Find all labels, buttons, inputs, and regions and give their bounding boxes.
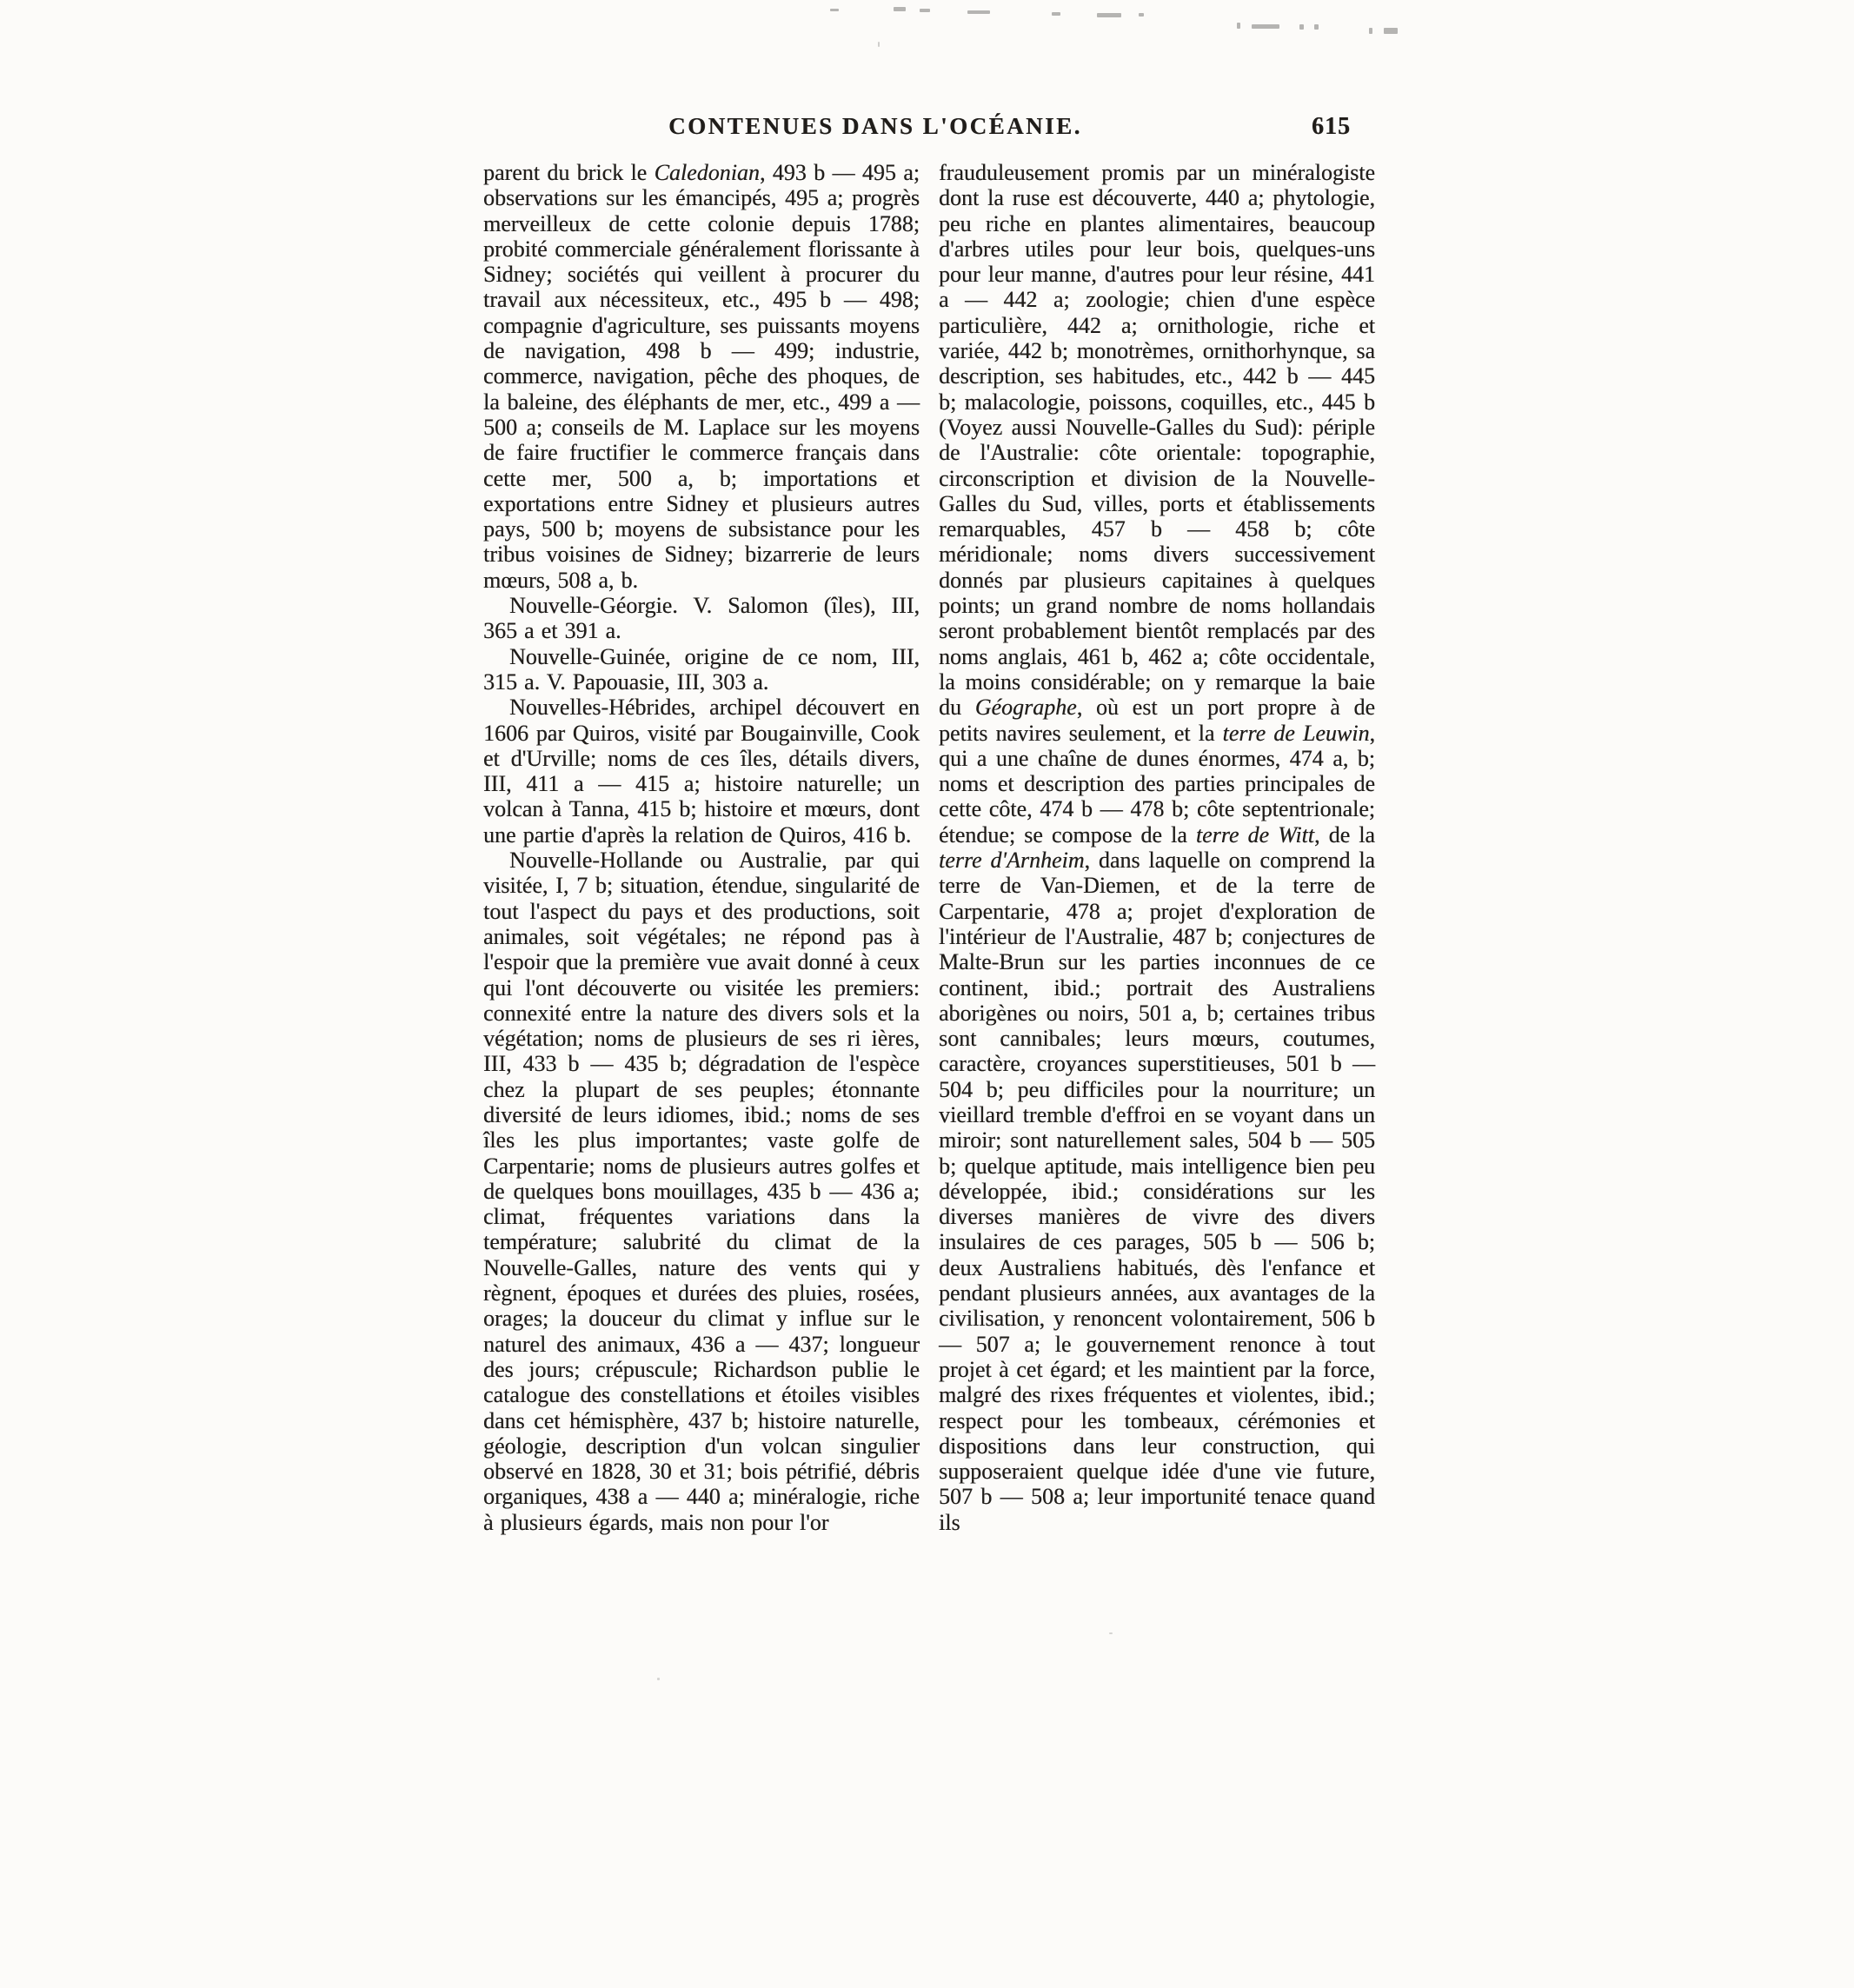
scan-artifact [1384, 28, 1398, 34]
scan-artifact [1097, 13, 1121, 17]
index-paragraph [483, 644, 920, 695]
running-head [483, 113, 1375, 148]
index-paragraph [483, 848, 920, 1535]
index-paragraph [483, 593, 920, 644]
text-run: Nouvelles-Hébrides, archipel découvert en 1606 par Quiros, visité par Bougainville, Cook et d'Urville; noms de ces îles, détails divers, III, 411 a — 415 a; histoire naturelle; un volcan à Tanna, 415 b; histoire et mœurs, dont une partie d'après la relation de Quiros, 416 b. [483, 695, 920, 848]
text-run: frauduleusement promis par un minéralogiste dont la ruse est découverte, 440 a; phytologie, peu riche en plantes alimentaires, beaucoup d'arbres utiles pour leur bois, quelques-uns pour leur manne, d'autres pour leur résine, 441 a — 442 a; zoologie; chien d'une espèce particulière, 442 a; ornithologie, riche et variée, 442 b; monotrèmes, ornithorhynque, sa description, ses habitudes, etc., 442 b — 445 b; malacologie, poissons, coquilles, etc., 445 b (Voyez aussi Nouvelle-Galles du Sud): périple de l'Australie: côte orientale: topographie, circonscription et division de la Nouvelle-Galles du Sud, villes, ports et établissements remarquables, 457 b — 458 b; côte méridionale; noms divers successivement donnés par plusieurs capitaines à quelques points; un grand nombre de noms hollandais seront probablement bientôt remplacés par des noms anglais, 461 b, 462 a; côte occidentale, la moins considérable; on y remarque la baie du [939, 160, 1375, 721]
scan-artifact [1109, 1632, 1113, 1634]
text-run: , dans laquelle on comprend la terre de Van-Diemen, et de la terre de Carpentarie, 478 a; projet d'exploration de l'intérieur de l'Australie, 487 b; conjectures de Malte-Brun sur les parties inconnues de ce continent, ibid.; portrait des Australiens aborigènes ou noirs, 501 a, b; certaines tribus sont cannibales; leurs mœurs, coutumes, caractère, croyances superstitieuses, 501 b — 504 b; peu difficiles pour la nourriture; un vieillard tremble d'effroi en se voyant dans un miroir; sont naturellement sales, 504 b — 505 b; quelque aptitude, mais intelligence bien peu développée, ibid.; considérations sur les diverses manières de vivre des divers insulaires de ces parages, 505 b — 506 b; deux Australiens habitués, dès l'enfance et pendant plusieurs années, aux avantages de la civilisation, y renoncent volontairement, 506 b — 507 a; le gouvernement renonce à tout projet à cet égard; et les maintient par la force, malgré des rixes fréquentes et violentes, ibid.; respect pour les tombeaux, cérémonies et dispositions dans leur construction, qui supposeraient quelque idée d'une vie future, 507 b — 508 a; leur importunité tenace quand ils [939, 848, 1375, 1535]
scan-artifact [1052, 12, 1060, 16]
text-run: , qui a une chaîne de dunes énormes, 474 a, b; noms et description des parties principales de cette côte, 474 b — 478 b; côte septentrionale; étendue; se compose de la [939, 720, 1375, 848]
scan-artifact [657, 1678, 660, 1680]
text-run: Nouvelle-Guinée, origine de ce nom, III, 315 a. V. Papouasie, III, 303 a. [483, 643, 920, 695]
italic-text-run: Caledonian [654, 160, 760, 185]
index-column-left [483, 160, 920, 1535]
scan-artifact [1299, 24, 1304, 30]
scan-artifact [967, 10, 990, 14]
italic-text-run: terre de Witt [1195, 821, 1315, 848]
text-run: , de la [1314, 821, 1375, 848]
italic-text-run: Géographe [974, 695, 1077, 721]
scan-artifact [920, 9, 930, 12]
text-run: parent du brick le [483, 160, 655, 185]
text-run: Nouvelle-Géorgie. V. Salomon (îles), III, 365 a et 391 a. [483, 593, 920, 644]
italic-text-run: terre d'Arnheim [939, 848, 1085, 874]
index-paragraph [483, 695, 920, 848]
scan-artifact [1237, 23, 1240, 29]
scan-artifact [1369, 28, 1372, 34]
scan-artifact [894, 7, 906, 11]
page-title: CONTENUES DANS L'OCÉANIE. [668, 113, 1082, 139]
scan-artifact [1252, 24, 1279, 29]
text-run: , où est un port propre à de petits navires seulement, et la [939, 695, 1376, 746]
page-number: 615 [1312, 113, 1351, 140]
italic-text-run: terre de Leuwin [1222, 720, 1370, 746]
text-run: , 493 b — 495 a; observations sur les émancipés, 495 a; progrès merveilleux de cette colonie depuis 1788; probité commerciale généralement florissante à Sidney; sociétés qui veillent à procurer du travail aux nécessiteux, etc., 495 b — 498; compagnie d'agriculture, ses puissants moyens de navigation, 498 b — 499; industrie, commerce, navigation, pêche des phoques, de la baleine, des éléphants de mer, etc., 499 a — 500 a; conseils de M. Laplace sur les moyens de faire fructifier le commerce français dans cette mer, 500 a, b; importations et exportations entre Sidney et plusieurs autres pays, 500 b; moyens de subsistance pour les tribus voisines de Sidney; bizarrerie de leurs mœurs, 508 a, b. [483, 160, 920, 593]
text-run: Nouvelle-Hollande ou Australie, par qui visitée, I, 7 b; situation, étendue, singularité de tout l'aspect du pays et des productions, soit animales, soit végétales; ne répond pas à l'espoir que la première vue avait donné à ceux qui l'ont découverte ou visitée les premiers: connexité entre la nature des divers sols et la végétation; noms de plusieurs de ses ri ières, III, 433 b — 435 b; dégradation de l'espèce chez la plupart de ses peuples; étonnante diversité de leurs idiomes, ibid.; noms de ses îles les plus importantes; vaste golfe de Carpentarie; noms de plusieurs autres golfes et de quelques bons mouillages, 435 b — 436 a; climat, fréquentes variations dans la température; salubrité du climat de la Nouvelle-Galles, nature des vents qui y règnent, époques et durées des pluies, rosées, orages; la douceur du climat y influe sur le naturel des animaux, 436 a — 437; longueur des jours; crépuscule; Richardson publie le catalogue des constellations et étoiles visibles dans cet hémisphère, 437 b; histoire naturelle, géologie, description d'un volcan singulier observé en 1828, 30 et 31; bois pétrifié, débris organiques, 438 a — 440 a; minéralogie, riche à plusieurs égards, mais non pour l'or [483, 848, 920, 1535]
scan-artifact [830, 9, 839, 11]
index-paragraph [939, 160, 1375, 1535]
index-paragraph [483, 160, 920, 593]
scan-artifact [1314, 24, 1319, 30]
text-block [483, 160, 1375, 1535]
index-column-right [939, 160, 1375, 1535]
scan-artifact [878, 42, 880, 47]
scan-artifact [1139, 13, 1144, 17]
